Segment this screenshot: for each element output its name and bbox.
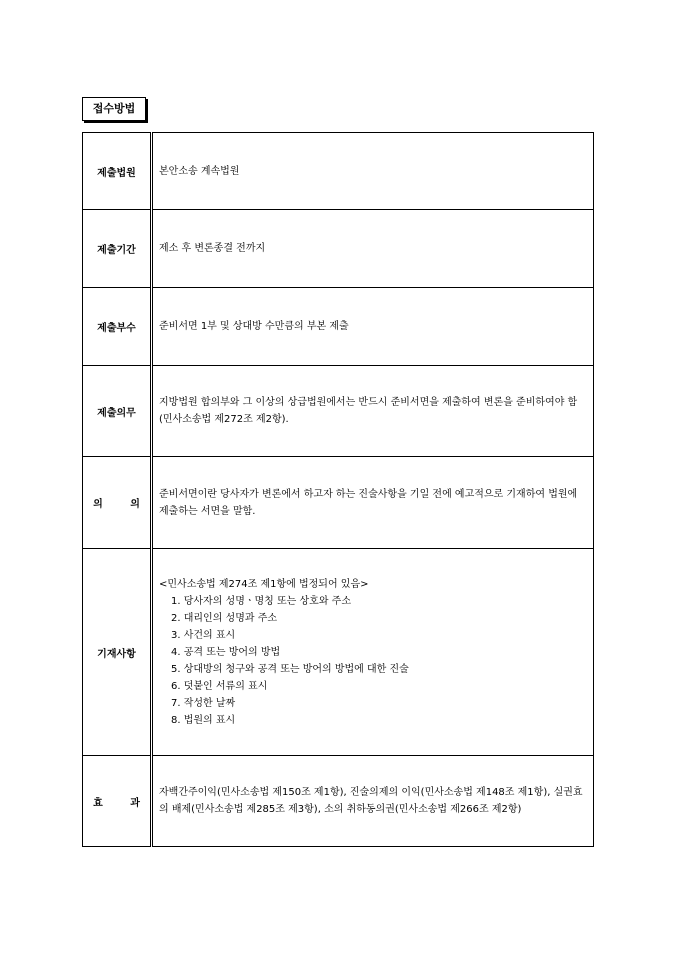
row-value: 본안소송 계속법원 [152,133,594,210]
row-label: 기재사항 [83,549,152,756]
row-label: 의 의 [83,457,152,549]
table-row [83,549,594,756]
table-row [83,210,594,288]
row-value [152,549,594,756]
row-value: 준비서면 1부 및 상대방 수만큼의 부본 제출 [152,288,594,366]
list-item: 2. 대리인의 성명과 주소 [171,612,278,624]
list-item: 1. 당사자의 성명ㆍ명칭 또는 상호와 주소 [171,595,351,607]
table-row [83,288,594,366]
row-value: 자백간주이익(민사소송법 제150조 제1항), 진술의제의 이익(민사소송법 제148조 제1항), 실권효의 배제(민사소송법 제285조 제3항), 소의 취하동의권(민사소송법 제266조 제2항) [152,756,594,847]
list-item: 6. 덧붙인 서류의 표시 [171,680,268,692]
table-row [83,133,594,210]
row-label: 효 과 [83,756,152,847]
info-table [82,132,594,847]
table-row [83,457,594,549]
section-badge: 접수방법 [82,97,146,121]
list-item: 5. 상대방의 청구와 공격 또는 방어의 방법에 대한 진술 [171,663,409,675]
table-row [83,366,594,457]
list-item: 8. 법원의 표시 [171,714,236,726]
row-label: 제출기간 [83,210,152,288]
row-value: 지방법원 합의부와 그 이상의 상급법원에서는 반드시 준비서면을 제출하여 변론을 준비하여야 함(민사소송법 제272조 제2항). [152,366,594,457]
table-row [83,756,594,847]
row-label: 제출법원 [83,133,152,210]
list-item: 7. 작성한 날짜 [171,697,236,709]
row-label: 제출부수 [83,288,152,366]
row-value: 제소 후 변론종결 전까지 [152,210,594,288]
list-item: 3. 사건의 표시 [171,629,236,641]
item-list [159,593,588,729]
row-label: 제출의무 [83,366,152,457]
list-item: 4. 공격 또는 방어의 방법 [171,646,281,658]
row-value: 준비서면이란 당사자가 변론에서 하고자 하는 진술사항을 기일 전에 예고적으로 기재하여 법원에 제출하는 서면을 말함. [152,457,594,549]
list-intro: <민사소송법 제274조 제1항에 법정되어 있음> [159,578,369,590]
